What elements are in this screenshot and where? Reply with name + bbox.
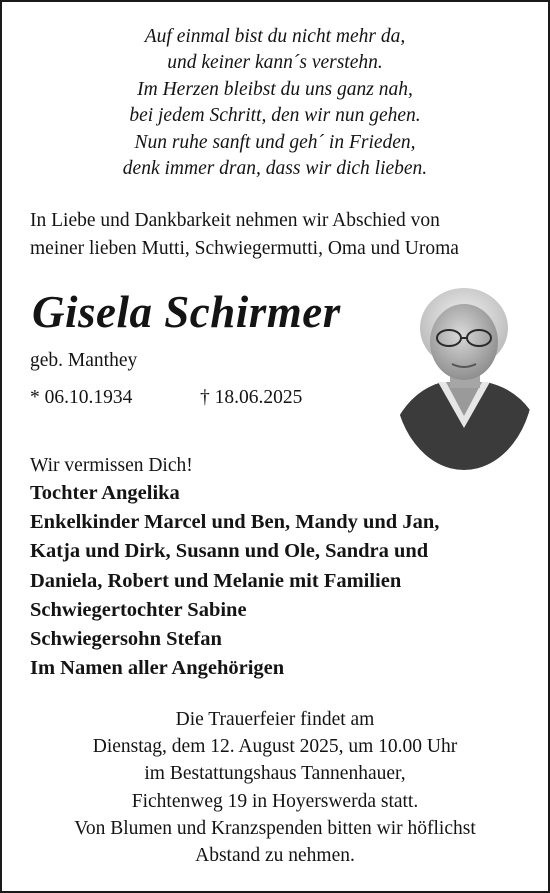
- poem-line: Nun ruhe sanft und geh´ in Frieden,: [134, 131, 416, 153]
- mourner-line: Im Namen aller Angehörigen: [30, 657, 285, 680]
- poem-line: denk immer dran, dass wir dich lieben.: [122, 158, 428, 180]
- poem-line: und keiner kann´s verstehn.: [167, 52, 383, 74]
- intro-line: meiner lieben Mutti, Schwiegermutti, Oma und Uroma: [30, 238, 459, 259]
- portrait-photo: [394, 278, 534, 470]
- funeral-service-info: [2, 706, 548, 869]
- service-line: Fichtenweg 19 in Hoyerswerda statt.: [131, 790, 419, 812]
- mourner-line: Katja und Dirk, Susann und Ole, Sandra und: [30, 540, 429, 563]
- mourner-line: Schwiegertochter Sabine: [30, 598, 247, 621]
- mourner-line: Schwiegersohn Stefan: [30, 628, 222, 651]
- mourner-line: Daniela, Robert und Melanie mit Familien: [30, 569, 402, 592]
- maiden-name: geb. Manthey: [30, 350, 138, 371]
- farewell-intro: [30, 207, 530, 263]
- poem-line: bei jedem Schritt, den wir nun gehen.: [129, 105, 421, 127]
- service-line: Von Blumen und Kranzspenden bitten wir höflichst: [74, 817, 476, 839]
- service-line: im Bestattungshaus Tannenhauer,: [144, 763, 406, 785]
- poem-line: Auf einmal bist du nicht mehr da,: [144, 26, 406, 47]
- poem-line: Im Herzen bleibst du uns ganz nah,: [137, 78, 413, 100]
- intro-line: In Liebe und Dankbarkeit nehmen wir Abschied von: [30, 210, 440, 231]
- service-line: Die Trauerfeier findet am: [175, 709, 375, 730]
- birth-date: * 06.10.1934: [30, 387, 133, 408]
- deceased-name: Gisela Schirmer: [32, 287, 341, 337]
- mourners-intro: Wir vermissen Dich!: [30, 455, 193, 476]
- mourners-list: [30, 479, 530, 683]
- death-date: † 18.06.2025: [200, 387, 303, 408]
- service-line: Dienstag, dem 12. August 2025, um 10.00 Uhr: [92, 736, 458, 758]
- mourner-line: Enkelkinder Marcel und Ben, Mandy und Jan,: [30, 511, 440, 534]
- service-line: Abstand zu nehmen.: [195, 845, 355, 867]
- memorial-poem: [2, 24, 548, 182]
- mourner-line: Tochter Angelika: [30, 482, 180, 504]
